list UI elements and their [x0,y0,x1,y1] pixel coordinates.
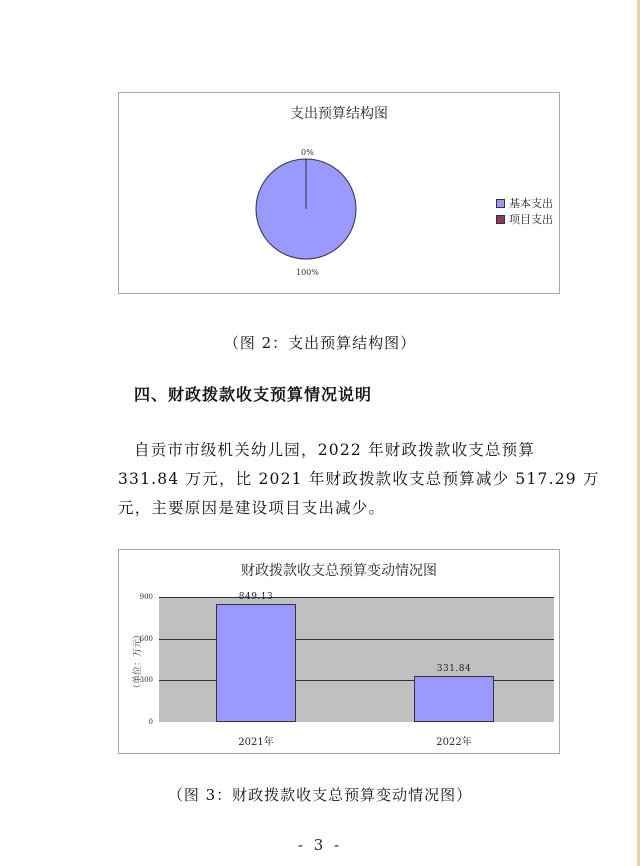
x-tick: 2022年 [436,737,472,748]
pie-legend [496,195,564,227]
bar-value-label: 849.13 [238,592,274,603]
paragraph-line: 331.84 万元，比 2021 年财政拨款收支总预算减少 517.29 万 [118,470,600,488]
paragraph-line: 元，主要原因是建设项目支出减少。 [118,499,386,517]
figure-3-caption: （图 3：财政拨款收支总预算变动情况图） [167,786,473,804]
pie-chart [118,92,560,294]
bar-value-label: 331.84 [436,663,472,674]
legend-label: 基本支出 [509,197,553,210]
plot-area [159,592,554,722]
bar-chart [118,549,560,754]
pie-label-bottom: 100% [296,268,319,277]
bar-chart-title: 财政拨款收支总预算变动情况图 [241,563,437,579]
y-tick: 900 [139,593,153,601]
y-tick: 300 [139,676,153,684]
bar-2022 [414,676,494,722]
legend-swatch [496,199,505,208]
legend-swatch [496,215,505,224]
y-tick: 600 [139,635,153,643]
legend-label: 项目支出 [509,213,553,226]
figure-2-caption: （图 2：支出预算结构图） [223,334,417,352]
y-axis-label: （单位：万元） [133,629,144,694]
section-heading: 四、财政拨款收支预算情况说明 [134,385,373,404]
pie-chart-title: 支出预算结构图 [290,106,388,122]
x-tick: 2021年 [238,737,274,748]
legend-item-basic [496,195,564,211]
pie-label-top: 0% [301,148,314,157]
paragraph-line: 自贡市市级机关幼儿园，2022 年财政拨款收支总预算 [134,441,536,459]
page-number: - 3 - [297,836,343,854]
pie-plot [254,157,358,261]
legend-item-project [496,211,564,227]
y-tick: 0 [148,718,153,726]
body-paragraph [118,436,600,523]
bar-2021 [216,604,296,722]
